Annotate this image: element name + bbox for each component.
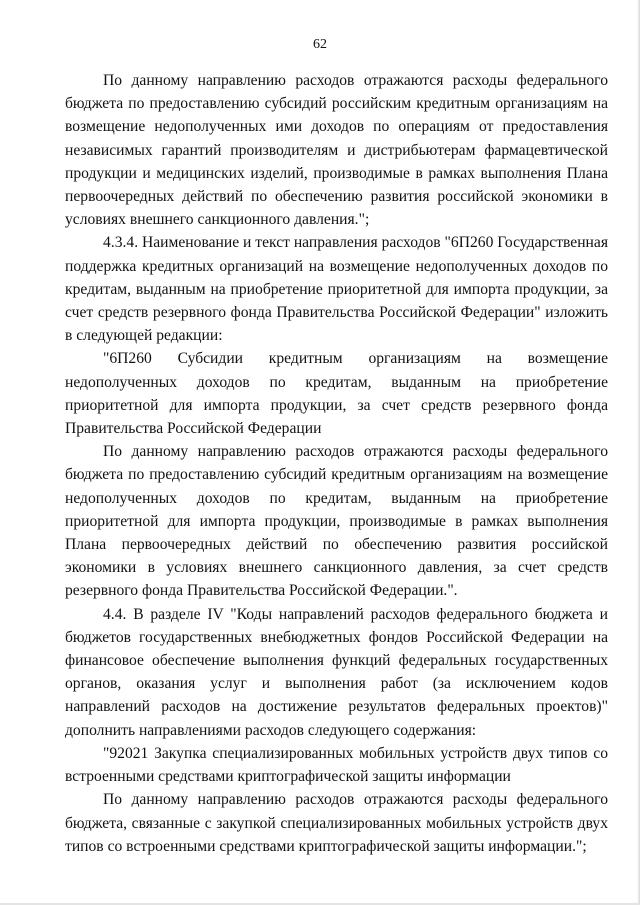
paragraph-6p260-description: По данному направлению расходов отражаются расходы федерального бюджета по предоставлению субсидий кредитным организациям на возмещение недополученных доходов по кредитам, выданным на приобретение приоритетной для импорта продукции, производимые в рамках выполнения Плана первоочередных действий по обеспечению развития российской экономики в условиях внешнего санкционного давления, за счет средств резервного фонда Правительства Российской Федерации.". (65, 443, 608, 600)
document-body (65, 69, 608, 858)
paragraph-92021-description: По данному направлению расходов отражаются расходы федерального бюджета, связанные с закупкой специализированных мобильных устройств двух типов со встроенными средствами криптографической защиты информации."; (65, 791, 608, 855)
paragraph-6p260-title: "6П260 Субсидии кредитным организациям на возмещение недополученных доходов по кредитам, выданным на приобретение приоритетной для импорта продукции, за счет средств резервного фонда Правительства Российской Федерации (65, 350, 608, 438)
paragraph-expenses-guarantees: По данному направлению расходов отражаются расходы федерального бюджета по предоставлению субсидий российским кредитным организациям на возмещение недополученных ими доходов по операциям от предоставления независимых гарантий производителям и дистрибьютерам фармацевтической продукции и медицинских изделий, производимые в рамках выполнения Плана первоочередных действий по обеспечению развития российской экономики в условиях внешнего санкционного давления."; (65, 72, 608, 229)
paragraph-92021-title: "92021 Закупка специализированных мобильных устройств двух типов со встроенными средствами криптографической защиты информации (65, 744, 608, 786)
paragraph-section-4-3-4: 4.3.4. Наименование и текст направления расходов "6П260 Государственная поддержка кредитных организаций на возмещение недополученных доходов по кредитам, выданным на приобретение приоритетной для импорта продукции, за счет средств резервного фонда Правительства Российской Федерации" изложить в следующей редакции: (65, 234, 608, 345)
page-number: 62 (313, 37, 327, 52)
paragraph-section-4-4: 4.4. В разделе IV "Коды направлений расходов федерального бюджета и бюджетов государственных внебюджетных фондов Российской Федерации на финансовое обеспечение выполнения функций федеральных государственных органов, оказания услуг и выполнения работ (за исключением кодов направлений расходов на достижение результатов федеральных проектов)" дополнить направлениями расходов следующего содержания: (65, 605, 608, 739)
